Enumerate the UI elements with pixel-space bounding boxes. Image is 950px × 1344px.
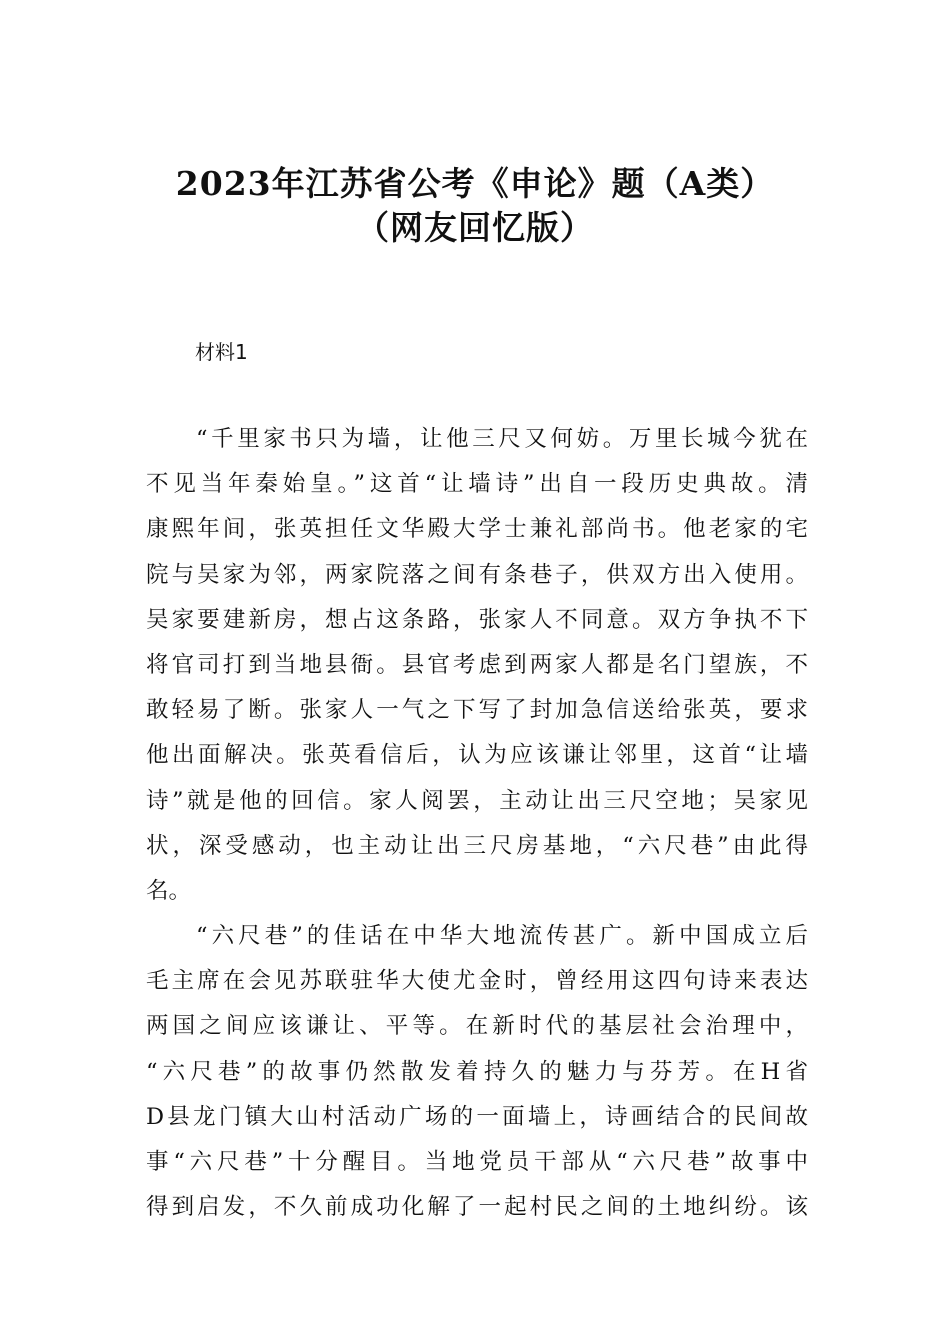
text-line: 诗”就是他的回信。家人阅罢，主动让出三尺空地；吴家见 <box>146 787 808 814</box>
section-label: 材料1 <box>195 340 248 364</box>
document-title: 2023年江苏省公考《申论》题（A类） <box>175 164 775 203</box>
text-line: “千里家书只为墙，让他三尺又何妨。万里长城今犹在 <box>196 426 808 452</box>
text-line: 吴家要建新房，想占这条路，张家人不同意。双方争执不下 <box>146 606 808 633</box>
text-line: 不见当年秦始皇。”这首“让墙诗”出自一段历史典故。清 <box>146 471 808 498</box>
text-line: 得到启发，不久前成功化解了一起村民之间的土地纠纷。该 <box>146 1194 808 1221</box>
text-line: 两国之间应该谦让、平等。在新时代的基层社会治理中， <box>146 1013 808 1040</box>
text-line: “六尺巷”的佳话在中华大地流传甚广。新中国成立后 <box>196 923 808 950</box>
text-line: 他出面解决。张英看信后，认为应该谦让邻里，这首“让墙 <box>146 742 808 769</box>
text-line: 院与吴家为邻，两家院落之间有条巷子，供双方出入使用。 <box>146 561 808 588</box>
text-line: 毛主席在会见苏联驻华大使尤金时，曾经用这四句诗来表达 <box>146 968 808 995</box>
text-line: “六尺巷”的故事仍然散发着持久的魅力与芬芳。在H省 <box>146 1058 808 1085</box>
body-text <box>146 422 808 1235</box>
text-line: 事“六尺巷”十分醒目。当地党员干部从“六尺巷”故事中 <box>146 1149 808 1175</box>
text-line: 状，深受感动，也主动让出三尺房基地，“六尺巷”由此得 <box>146 832 808 859</box>
document-subtitle: （网友回忆版） <box>356 208 594 247</box>
text-line: 名。 <box>146 877 192 904</box>
text-line: 将官司打到当地县衙。县官考虑到两家人都是名门望族，不 <box>146 651 808 678</box>
text-line: D县龙门镇大山村活动广场的一面墙上，诗画结合的民间故 <box>146 1103 808 1130</box>
text-line: 敢轻易了断。张家人一气之下写了封加急信送给张英，要求 <box>146 697 808 724</box>
text-line: 康熙年间，张英担任文华殿大学士兼礼部尚书。他老家的宅 <box>146 516 808 543</box>
